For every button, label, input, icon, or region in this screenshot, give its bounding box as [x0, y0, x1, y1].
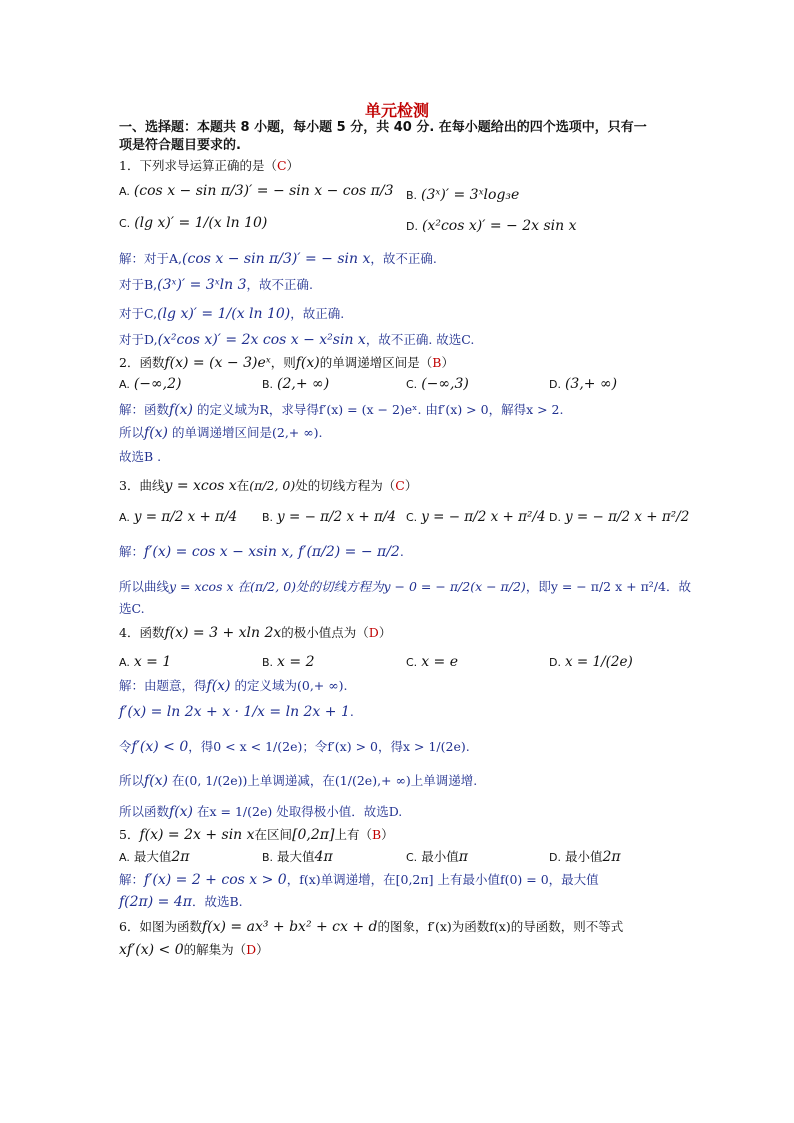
q3-stem: 3．曲线y = xcos x在(π/2, 0)处的切线方程为（C）: [119, 478, 418, 494]
q4-stem: 4．函数f(x) = 3 + xln 2x的极小值点为（D）: [119, 625, 392, 641]
q1-option-d: D. (x²cos x)′ = − 2x sin x: [406, 218, 577, 234]
q4-option-b: B. x = 2: [262, 654, 315, 670]
q2-answer: B: [432, 355, 442, 370]
q6-stem-line-1: 6．如图为函数f(x) = ax³ + bx² + cx + d的图象，f′(x)为函数f(x)的导函数，则不等式: [119, 919, 624, 935]
q4-option-c: C. x = e: [406, 654, 458, 670]
q1-answer: C: [276, 158, 287, 173]
q3-solution-1: 解：f′(x) = cos x − xsin x, f′(π/2) = − π/2.: [119, 544, 404, 560]
q5-option-c: C. 最小值π: [406, 849, 468, 865]
q1-solution-2: 对于B,(3ˣ)′ = 3ˣln 3，故不正确.: [119, 277, 313, 293]
q1-option-c: C. (lg x)′ = 1/(x ln 10): [119, 215, 268, 231]
q4-answer: D: [368, 625, 379, 640]
q3-solution-2: 所以曲线y = xcos x 在(π/2, 0)处的切线方程为y − 0 = − π/2(x − π/2)，即y = − π/2 x + π²/4．故: [119, 579, 691, 594]
q1-option-b: B. (3ˣ)′ = 3ˣlog₃e: [406, 187, 520, 203]
q3-option-a: A. y = π/2 x + π/4: [119, 509, 238, 525]
q2-solution-2: 所以f(x) 的单调递增区间是(2,+ ∞).: [119, 425, 323, 441]
q1-option-a: A. (cos x − sin π/3)′ = − sin x − cos π/3: [119, 183, 394, 199]
q6-answer: D: [246, 942, 257, 957]
q6-stem-line-2: xf′(x) < 0的解集为（D）: [119, 942, 269, 958]
q2-stem: 2．函数f(x) = (x − 3)eˣ，则f(x)的单调递增区间是（B）: [119, 355, 454, 371]
q3-option-d: D. y = − π/2 x + π²/2: [549, 509, 690, 525]
q5-stem: 5．f(x) = 2x + sin x在区间[0,2π]上有（B）: [119, 827, 394, 843]
q3-option-c: C. y = − π/2 x + π²/4: [406, 509, 546, 525]
q4-option-d: D. x = 1/(2e): [549, 654, 633, 670]
q1-solution-3: 对于C,(lg x)′ = 1/(x ln 10)，故正确.: [119, 306, 345, 322]
q1-solution-1: 解：对于A,(cos x − sin π/3)′ = − sin x，故不正确.: [119, 251, 437, 267]
q2-solution-3: 故选B .: [119, 449, 162, 464]
q5-option-b: B. 最大值4π: [262, 849, 333, 865]
q4-option-a: A. x = 1: [119, 654, 172, 670]
q5-option-d: D. 最小值2π: [549, 849, 621, 865]
q2-solution-1: 解：函数f(x) 的定义域为R，求导得f′(x) = (x − 2)eˣ. 由f′(x) > 0，解得x > 2.: [119, 402, 564, 418]
q1-solution-4: 对于D,(x²cos x)′ = 2x cos x − x²sin x，故不正确. 故选C.: [119, 332, 475, 348]
q1-stem: 1．下列求导运算正确的是（C）: [119, 158, 300, 173]
q2-option-b: B. (2,+ ∞): [262, 376, 330, 392]
q3-solution-3: 选C.: [119, 601, 145, 616]
q4-solution-3: 令f′(x) < 0，得0 < x < 1/(2e)；令f′(x) > 0，得x > 1/(2e).: [119, 739, 470, 755]
page-title: 单元检测: [364, 101, 429, 120]
q5-option-a: A. 最大值2π: [119, 849, 190, 865]
q5-answer: B: [371, 827, 382, 842]
q2-option-a: A. (−∞,2): [119, 376, 182, 392]
q4-solution-4: 所以f(x) 在(0, 1/(2e))上单调递减，在(1/(2e),+ ∞)上单调递增.: [119, 773, 478, 789]
q5-solution-2: f(2π) = 4π．故选B.: [119, 894, 243, 910]
q3-option-b: B. y = − π/2 x + π/4: [262, 509, 396, 525]
q4-solution-1: 解：由题意，得f(x) 的定义域为(0,+ ∞).: [119, 678, 348, 694]
q4-solution-2: f′(x) = ln 2x + x · 1/x = ln 2x + 1.: [119, 704, 354, 720]
q3-answer: C: [395, 478, 405, 493]
q4-solution-5: 所以函数f(x) 在x = 1/(2e) 处取得极小值．故选D.: [119, 804, 403, 820]
q5-solution-1: 解：f′(x) = 2 + cos x > 0，f(x)单调递增，在[0,2π] 上有最小值f(0) = 0，最大值: [119, 872, 599, 888]
section-header-line-2: 项是符合题目要求的.: [119, 138, 241, 153]
section-header-line-1: 一、选择题：本题共 8 小题，每小题 5 分，共 40 分. 在每小题给出的四个选项中，只有一: [119, 120, 647, 135]
q2-option-c: C. (−∞,3): [406, 376, 469, 392]
q2-option-d: D. (3,+ ∞): [549, 376, 618, 392]
